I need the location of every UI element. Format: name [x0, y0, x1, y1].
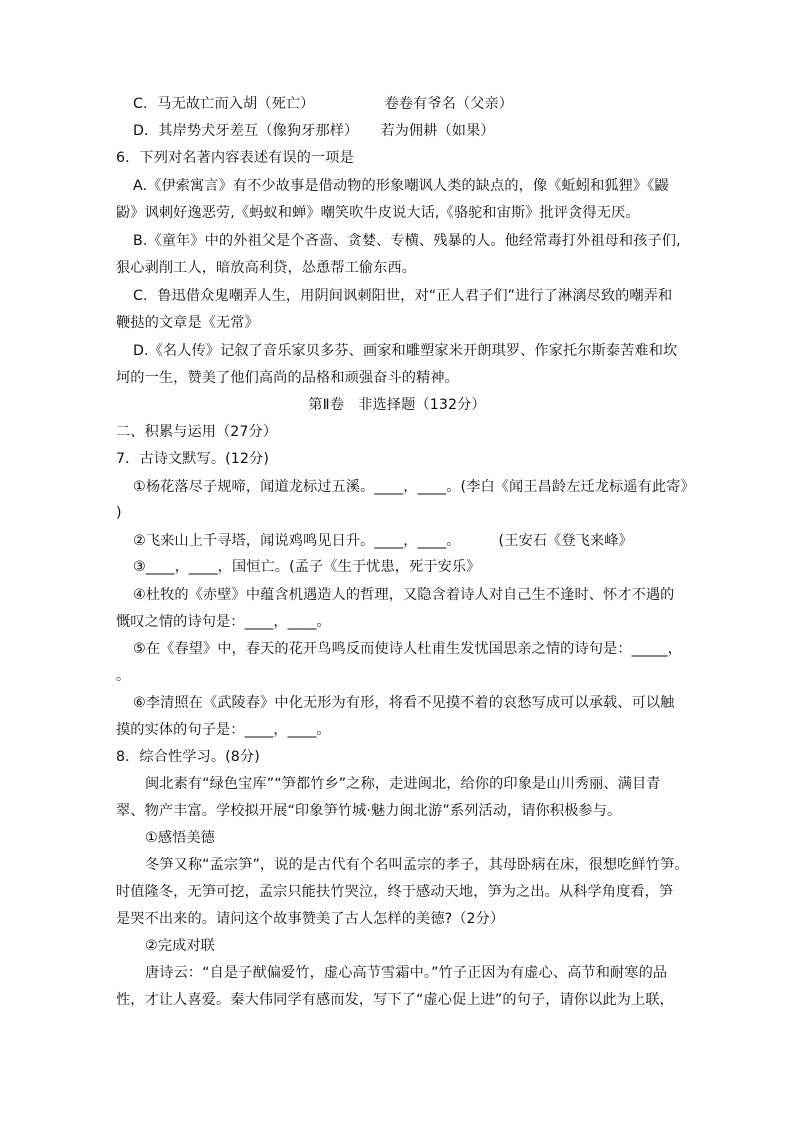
- q7-item1-line1: ①杨花落尽子规啼，闻道龙标过五溪。____，____。(李白《闻王昌龄左迁龙标遥有此寄》: [133, 479, 695, 495]
- q5-option-d: [133, 121, 495, 141]
- q8-sub2-line2: 性，才让人喜爱。秦大伟同学有感而发，写下了“虚心促上进”的句子，请你以此为上联，: [116, 992, 674, 1008]
- q5-option-d-left: D．其岸势犬牙差互（像狗牙那样）: [133, 123, 359, 139]
- q8-stem: 8．综合性学习。(8分): [116, 749, 260, 765]
- q8-intro-line1: 闽北素有“绿色宝库”“笋都竹乡”之称，走进闽北，给你的印象是山川秀丽、满目青: [145, 776, 661, 792]
- q7-item1-line2: ): [116, 505, 122, 521]
- q6-option-b-line1: B.《童年》中的外祖父是个吝啬、贪婪、专横、残暴的人。他经常毒打外祖母和孩子们,: [133, 233, 681, 249]
- q7-item2-source: (王安石《登飞来峰》: [498, 533, 633, 549]
- q8-sub2-heading: ②完成对联: [145, 938, 215, 954]
- q6-option-d-line1: D.《名人传》记叙了音乐家贝多芬、画家和雕塑家米开朗琪罗、作家托尔斯泰苦难和坎: [133, 343, 678, 359]
- q6-option-c-line2: 鞭挞的文章是《无常》: [116, 315, 259, 331]
- q6-option-b-line2: 狠心剥削工人，暗放高利贷，怂恿帮工偷东西。: [116, 260, 417, 276]
- q8-sub1-line1: 冬笋又称“孟宗笋”，说的是古代有个名叫孟宗的孝子，其母卧病在床，很想吃鲜竹笋。: [145, 857, 689, 873]
- q5-option-c-left: C．马无故亡而入胡（死亡）: [133, 96, 315, 112]
- q7-item5-line1: ⑤在《春望》中，春天的花开鸟鸣反而使诗人杜甫生发忧国思亲之情的诗句是：_____，: [133, 641, 682, 657]
- q7-item4-line2: 慨叹之情的诗句是：____，____。: [116, 614, 331, 630]
- q8-sub2-line1: 唐诗云：“自是子猷偏爱竹，虚心高节雪霜中。”竹子正因为有虚心、高节和耐寒的品: [145, 965, 668, 981]
- q7-item4-line1: ④杜牧的《赤壁》中蕴含机遇造人的哲理，又隐含着诗人对自己生不逢时、怀才不遇的: [133, 587, 675, 603]
- q5-option-c: [133, 94, 513, 114]
- q7-item6-line2: 摸的实体的句子是：____，____。: [116, 722, 331, 738]
- q6-stem: 6．下列对名著内容表述有误的一项是: [116, 150, 354, 166]
- q8-sub1-line3: 是哭不出来的。请问这个故事赞美了古人怎样的美德?（2分）: [116, 911, 505, 927]
- q8-intro-line2: 翠、物产丰富。学校拟开展“印象笋竹城·魅力闽北游”系列活动，请你积极参与。: [116, 803, 622, 819]
- q7-item6-line1: ⑥李清照在《武陵春》中化无形为有形，将看不见摸不着的哀愁写成可以承载、可以触: [133, 695, 675, 711]
- q7-stem: 7．古诗文默写。(12分): [116, 451, 269, 467]
- section-heading: 二、积累与运用（27分）: [116, 424, 278, 440]
- q6-option-d-line2: 坷的一生，赞美了他们高尚的品格和顽强奋斗的精神。: [116, 370, 459, 386]
- q6-option-c-line1: C．鲁迅借众鬼嘲弄人生，用阴间讽刺阳世，对“正人君子们”进行了淋漓尽致的嘲弄和: [133, 288, 673, 304]
- q6-option-a-line2: 鼢》讽刺好逸恶劳,《蚂蚁和蝉》嘲笑吹牛皮说大话,《骆驼和宙斯》批评贪得无厌。: [116, 205, 640, 221]
- q8-sub1-heading: ①感悟美德: [145, 830, 215, 846]
- q7-item5-line2: 。: [116, 668, 131, 684]
- part2-title: 第Ⅱ卷 非选择题（132分）: [308, 397, 486, 413]
- q5-option-c-right: 卷卷有爷名（父亲）: [384, 96, 514, 112]
- q7-item2: [133, 531, 633, 551]
- q8-sub1-line2: 时值隆冬，无笋可挖，孟宗只能扶竹哭泣，终于感动天地，笋为之出。从科学角度看，笋: [116, 884, 674, 900]
- q7-item2-text: ②飞来山上千寻塔，闻说鸡鸣见日升。____，____。: [133, 533, 461, 549]
- q5-option-d-right: 若为佣耕（如果）: [380, 123, 495, 139]
- q7-item3: ③____，____，国恒亡。(孟子《生于忧患，死于安乐》: [133, 559, 481, 575]
- q6-option-a-line1: A.《伊索寓言》有不少故事是借动物的形象嘲讽人类的缺点的，像《蚯蚓和狐狸》《鼹: [133, 178, 669, 194]
